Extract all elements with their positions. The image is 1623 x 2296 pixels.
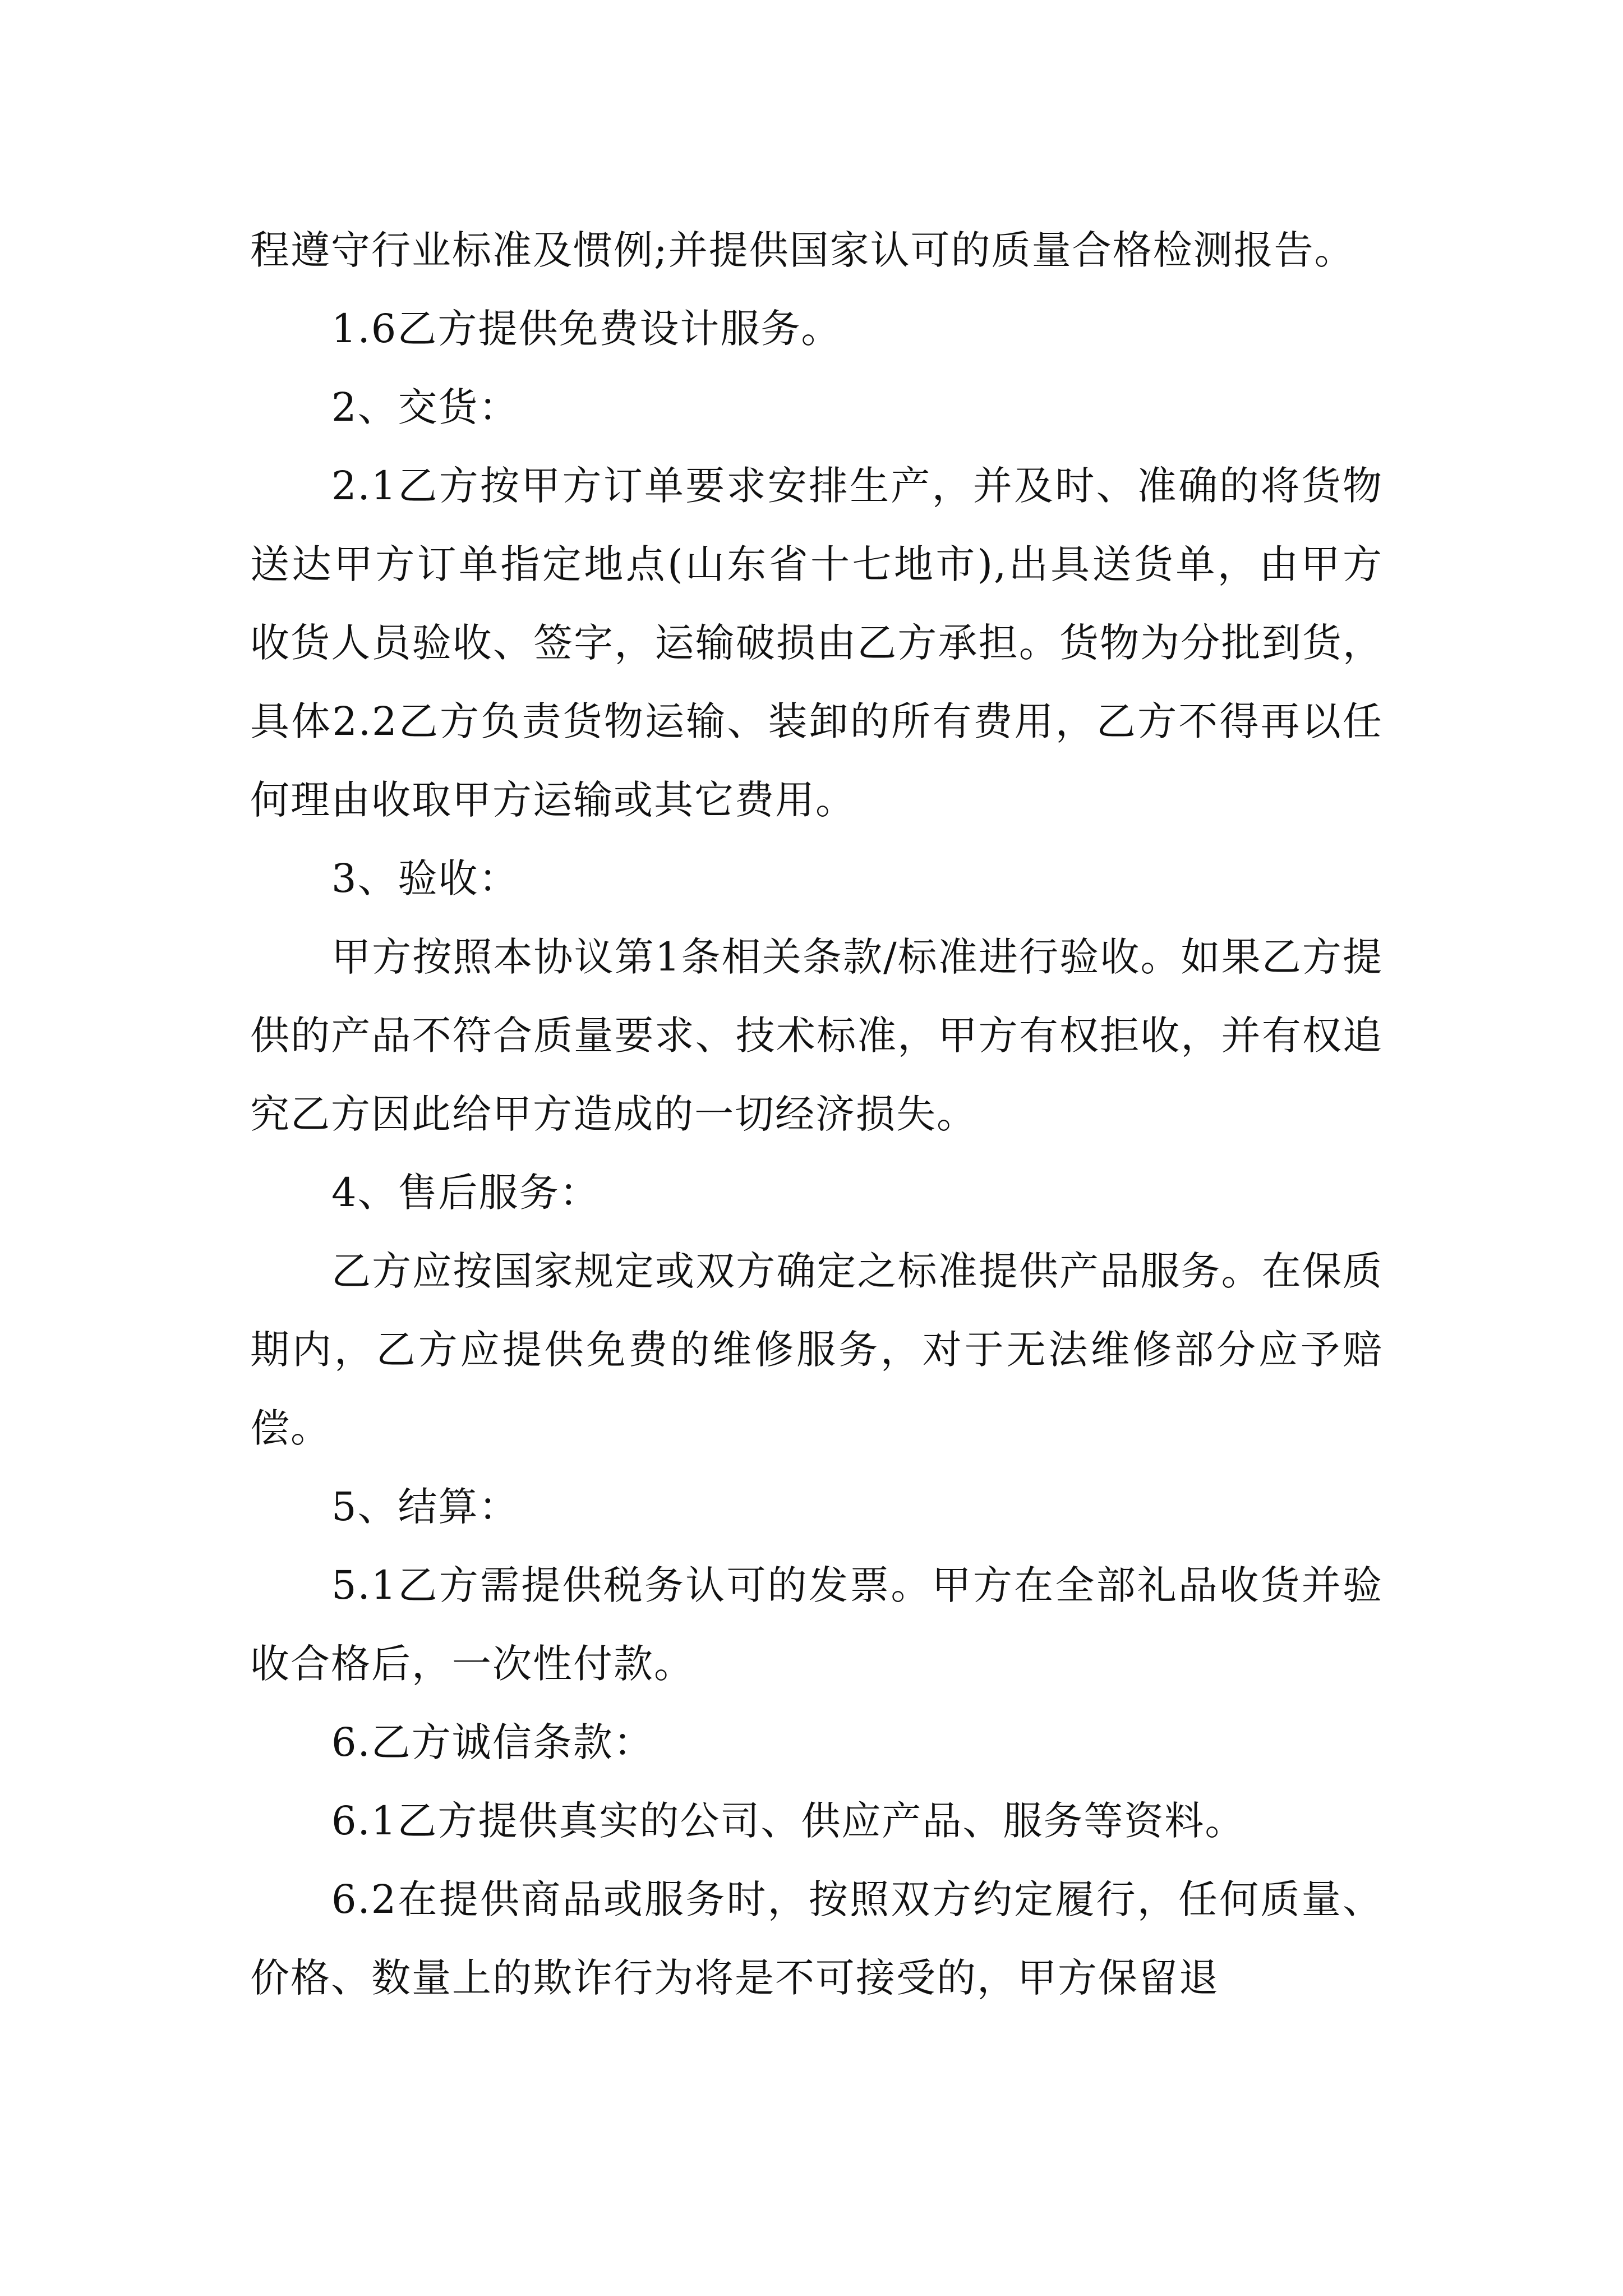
clause-2-1: 2.1乙方按甲方订单要求安排生产，并及时、准确的将货物送达甲方订单指定地点(山东省十七地市),出具送货单，由甲方收货人员验收、签字，运输破损由乙方承担。货物为分批到货，具体2.2乙方负责货物运输、装卸的所有费用，乙方不得再以任何理由收取甲方运输或其它费用。 (250, 463, 1383, 823)
section-heading-integrity: 6.乙方诚信条款： (331, 1719, 654, 1765)
section-heading-delivery: 2、交货： (331, 384, 519, 430)
after-sales-text: 乙方应按国家规定或双方确定之标准提供产品服务。在保质期内，乙方应提供免费的维修服务，对于无法维修部分应予赔偿。 (250, 1248, 1383, 1451)
acceptance-text: 甲方按照本协议第1条相关条款/标准进行验收。如果乙方提供的产品不符合质量要求、技术标准，甲方有权拒收，并有权追究乙方因此给甲方造成的一切经济损失。 (250, 934, 1383, 1137)
section-heading-settlement: 5、结算： (331, 1484, 519, 1530)
clause-6-2: 6.2在提供商品或服务时，按照双方约定履行，任何质量、价格、数量上的欺诈行为将是不可接受的，甲方保留退 (250, 1876, 1383, 2001)
section-heading-acceptance: 3、验收： (331, 855, 519, 901)
document-body (250, 211, 1383, 2017)
clause-5-1: 5.1乙方需提供税务认可的发票。甲方在全部礼品收货并验收合格后，一次性付款。 (250, 1562, 1383, 1687)
clause-6-1: 6.1乙方提供真实的公司、供应产品、服务等资料。 (331, 1798, 1246, 1844)
section-heading-after-sales: 4、售后服务： (331, 1170, 600, 1216)
clause-1-6: 1.6乙方提供免费设计服务。 (331, 306, 842, 352)
paragraph-continuation: 程遵守行业标准及惯例;并提供国家认可的质量合格检测报告。 (250, 227, 1355, 273)
